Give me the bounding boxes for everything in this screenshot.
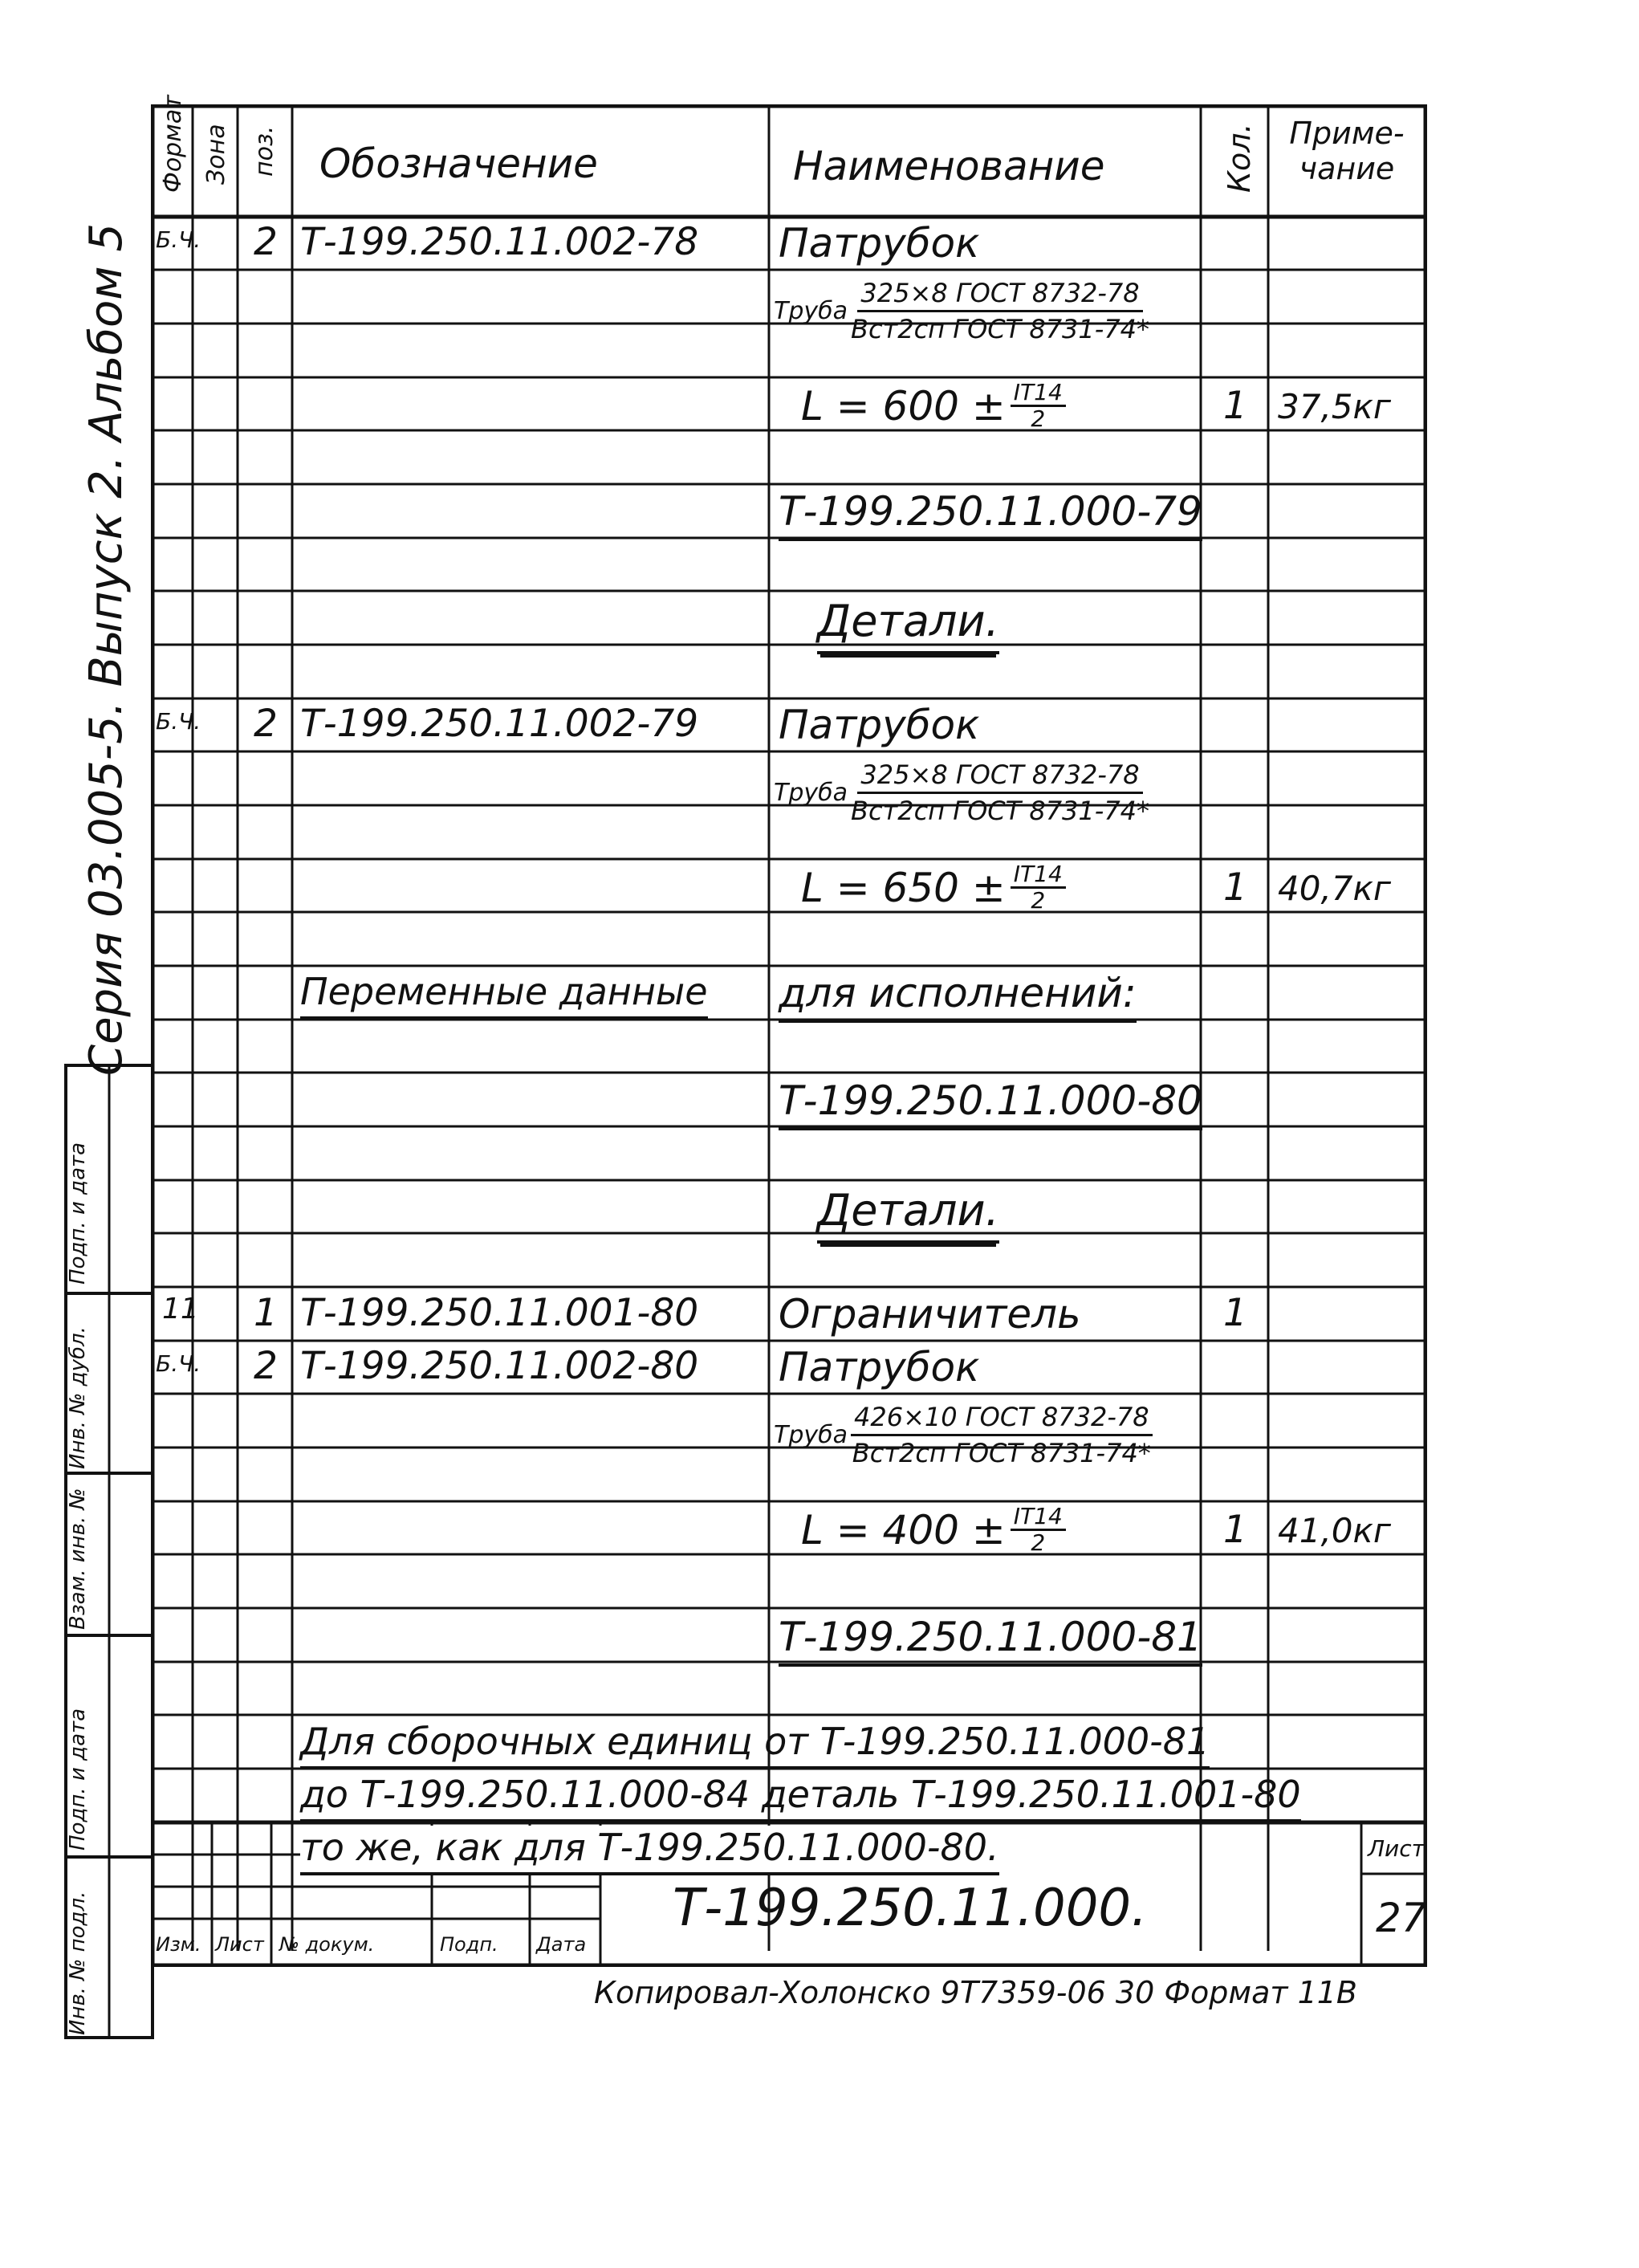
row7-pipe-numerator: 325×8 ГОСТ 8732-78 <box>857 759 1142 794</box>
stamp-podp-data-1: Подп. и дата <box>66 1708 90 1851</box>
row1-code: Т-199.250.11.002-78 <box>300 220 699 264</box>
row1-format: Б.Ч. <box>156 226 201 253</box>
row8-length <box>801 862 1066 913</box>
stamp-podp-data-2: Подп. и дата <box>66 1142 90 1285</box>
row8-tol: IT14 <box>1011 862 1066 889</box>
row3-tol-den: 2 <box>1031 405 1046 432</box>
footer-imprint: Копировал-Холонско 9Т7359-06 30 Формат 11В <box>594 1975 1358 2010</box>
header-designation: Обозначение <box>319 140 598 187</box>
row11-details: Детали. <box>817 1185 999 1244</box>
row13-name: Патрубок <box>779 1344 980 1391</box>
row7-pipe-spec <box>774 759 1149 826</box>
header-note: Приме-чание <box>1289 116 1405 186</box>
tb-list: Лист <box>215 1933 264 1956</box>
stamp-inv-dubl: Инв. № дубл. <box>66 1326 90 1469</box>
row5-details: Детали. <box>817 596 999 654</box>
tb-sheet-label: Лист <box>1368 1835 1425 1862</box>
row2-pipe-spec <box>774 278 1149 344</box>
series-label: Серия 03.005-5. Выпуск 2. Альбом 5 <box>80 223 132 1076</box>
row3-note: 37,5кг <box>1278 387 1391 426</box>
specification-sheet <box>151 95 1427 1967</box>
row2-pipe-denominator: Вст2сп ГОСТ 8731-74* <box>851 314 1150 344</box>
row14-pipe-spec <box>774 1402 1153 1468</box>
header-format: Формат <box>159 95 187 193</box>
row13-format: Б.Ч. <box>156 1350 201 1377</box>
row13-code: Т-199.250.11.002-80 <box>300 1344 699 1388</box>
row8-length-value: L = 650 ± <box>801 864 1006 911</box>
row8-tol-den: 2 <box>1031 887 1046 914</box>
row9-for-versions: для исполнений: <box>779 970 1137 1023</box>
row6-format: Б.Ч. <box>156 708 201 735</box>
row14-pipe-label: Труба <box>774 1421 848 1449</box>
row1-pos: 2 <box>254 220 278 264</box>
row8-note: 40,7кг <box>1278 869 1391 908</box>
row17-note-text: Для сборочных единиц от Т-199.250.11.000-81 <box>300 1720 1210 1769</box>
tb-sheet-number: 27 <box>1376 1895 1427 1941</box>
header-zone: Зона <box>202 124 230 185</box>
header-qty: Кол. <box>1222 123 1257 193</box>
row2-pipe-label: Труба <box>774 297 848 325</box>
row12-pos: 1 <box>254 1291 278 1335</box>
header-pos: поз. <box>250 125 279 177</box>
tb-izm: Изм. <box>156 1933 201 1956</box>
row14-pipe-denominator: Вст2сп ГОСТ 8731-74* <box>852 1438 1151 1468</box>
row12-code: Т-199.250.11.001-80 <box>300 1291 699 1335</box>
row12-qty: 1 <box>1223 1291 1247 1335</box>
row15-note: 41,0кг <box>1278 1511 1391 1550</box>
row7-pipe-denominator: Вст2сп ГОСТ 8731-74* <box>851 796 1150 826</box>
tb-designation: Т-199.250.11.000. <box>673 1879 1148 1938</box>
row3-qty: 1 <box>1223 384 1247 428</box>
row6-code: Т-199.250.11.002-79 <box>300 702 699 746</box>
stamp-vzam-inv: Взам. инв. № <box>66 1488 90 1630</box>
row10-assembly: Т-199.250.11.000-80 <box>779 1077 1202 1130</box>
tb-doc-no: № докум. <box>279 1933 375 1956</box>
row18-note-text: до Т-199.250.11.000-84 деталь Т-199.250.11.001-80 <box>300 1773 1301 1822</box>
row7-pipe-label: Труба <box>774 779 848 807</box>
row9-variable-data: Переменные данные <box>300 970 708 1020</box>
row19-note-text: то же, как для Т-199.250.11.000-80. <box>300 1826 999 1875</box>
stamp-inv-podl: Инв. № подл. <box>66 1891 90 2035</box>
header-name: Наименование <box>793 143 1105 189</box>
row8-qty: 1 <box>1223 865 1247 910</box>
tb-date: Дата <box>536 1933 587 1956</box>
row1-name: Патрубок <box>779 220 980 267</box>
row3-tol: IT14 <box>1011 381 1066 407</box>
row15-length <box>801 1505 1066 1555</box>
row15-qty: 1 <box>1223 1508 1247 1552</box>
row2-pipe-numerator: 325×8 ГОСТ 8732-78 <box>857 278 1142 312</box>
row13-pos: 2 <box>254 1344 278 1388</box>
row6-pos: 2 <box>254 702 278 746</box>
row3-length-value: L = 600 ± <box>801 382 1006 430</box>
row15-tol: IT14 <box>1011 1505 1066 1531</box>
row16-assembly: Т-199.250.11.000-81 <box>779 1614 1202 1667</box>
row4-assembly: Т-199.250.11.000-79 <box>779 488 1202 541</box>
row12-name: Ограничитель <box>779 1291 1081 1338</box>
tb-sign: Подп. <box>440 1933 498 1956</box>
row3-length <box>801 381 1066 431</box>
row15-length-value: L = 400 ± <box>801 1506 1006 1553</box>
row15-tol-den: 2 <box>1031 1529 1046 1556</box>
row6-name: Патрубок <box>779 702 980 748</box>
row12-format: 11 <box>162 1293 199 1325</box>
row14-pipe-numerator: 426×10 ГОСТ 8732-78 <box>851 1402 1153 1436</box>
